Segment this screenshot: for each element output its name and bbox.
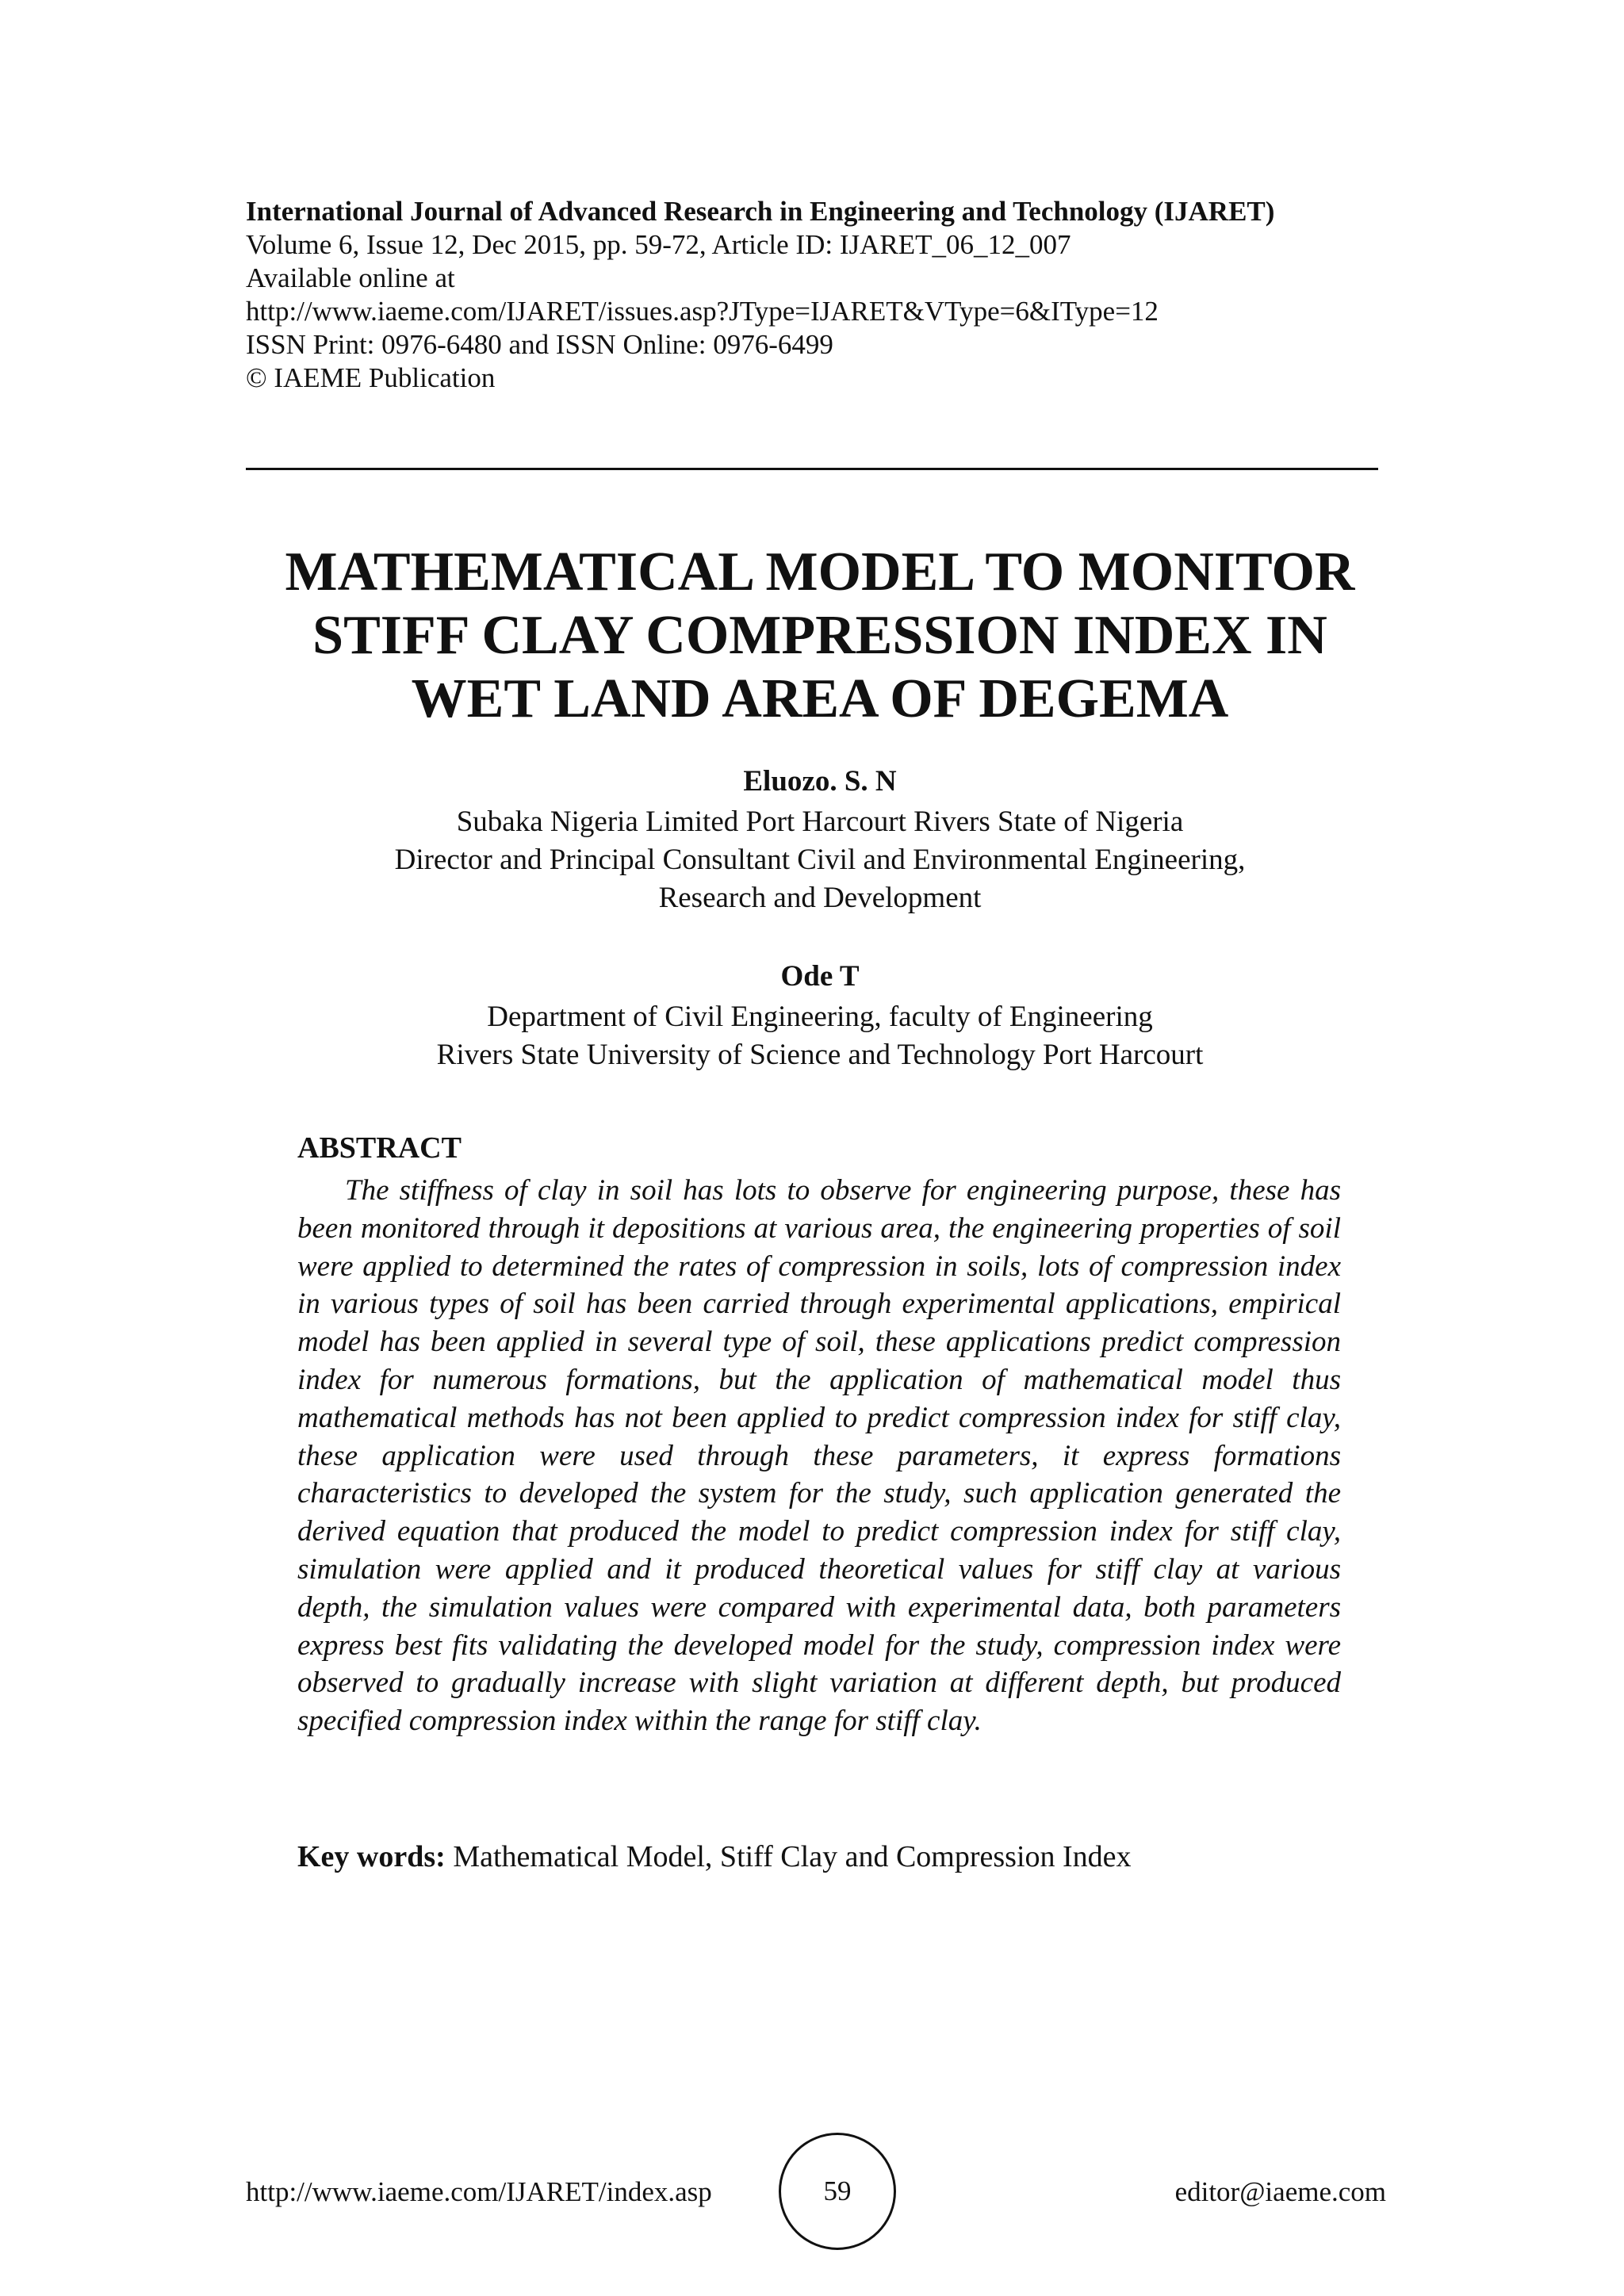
author-affiliation: Director and Principal Consultant Civil and Environmental Engineering, xyxy=(394,844,1246,876)
title-line-1: MATHEMATICAL MODEL TO MONITOR xyxy=(285,541,1355,603)
footer-url[interactable]: http://www.iaeme.com/IJARET/index.asp xyxy=(246,2176,712,2207)
author-block-2 xyxy=(206,958,1434,1074)
title-line-3: WET LAND AREA OF DEGEMA xyxy=(411,668,1229,729)
journal-name: International Journal of Advanced Research in Engineering and Technology (IJARET) xyxy=(246,196,1275,227)
footer-email[interactable]: editor@iaeme.com xyxy=(1174,2176,1386,2207)
author-block-1 xyxy=(206,763,1434,917)
page-number-text: 59 xyxy=(823,2175,852,2206)
author-affiliation: Research and Development xyxy=(658,882,982,914)
author-affiliation: Rivers State University of Science and Technology Port Harcourt xyxy=(436,1039,1204,1071)
issue-url: http://www.iaeme.com/IJARET/issues.asp?JType=IJARET&VType=6&IType=12 xyxy=(246,296,1159,327)
abstract-text: The stiffness of clay in soil has lots to observe for engineering purpose, these has been monitored through it depositions at various area, the engineering properties of soil were applied to determined the rates of compression in soils, lots of compression index in various types of soil has been carried through experimental applications, empirical model has been applied in several type of soil, these applications predict compression index for numerous formations, but the application of mathematical model thus mathematical methods has not been applied to predict compression index for stiff clay, these application were used through these parameters, it express formations characteristics to developed the system for the study, such application generated the derived equation that produced the model to predict compression index for stiff clay, simulation were applied and it produced theoretical values for stiff clay at various depth, the simulation values were compared with experimental data, both parameters express best fits validating the developed model for the study, compression index were observed to gradually increase with slight variation at different depth, but produced specified compression index within the range for stiff clay. xyxy=(297,1174,1341,1738)
keywords-text: Mathematical Model, Stiff Clay and Compression Index xyxy=(453,1840,1132,1873)
journal-header xyxy=(246,195,1388,395)
header-divider xyxy=(246,468,1378,470)
issn-info: ISSN Print: 0976-6480 and ISSN Online: 0976-6499 xyxy=(246,329,833,360)
page-number xyxy=(779,2133,896,2250)
keywords-label: Key words: xyxy=(297,1840,446,1873)
abstract-heading: ABSTRACT xyxy=(297,1131,462,1165)
author-name: Eluozo. S. N xyxy=(743,765,897,798)
author-affiliation: Subaka Nigeria Limited Port Harcourt Rivers State of Nigeria xyxy=(456,806,1184,838)
publisher: © IAEME Publication xyxy=(246,362,496,393)
author-name: Ode T xyxy=(780,960,860,993)
paper-title xyxy=(206,541,1434,731)
volume-info: Volume 6, Issue 12, Dec 2015, pp. 59-72, Article ID: IJARET_06_12_007 xyxy=(246,229,1071,260)
keywords xyxy=(297,1838,1132,1876)
author-affiliation: Department of Civil Engineering, faculty of Engineering xyxy=(487,1001,1153,1033)
title-line-2: STIFF CLAY COMPRESSION INDEX IN xyxy=(312,605,1327,666)
available-online: Available online at xyxy=(246,262,455,293)
